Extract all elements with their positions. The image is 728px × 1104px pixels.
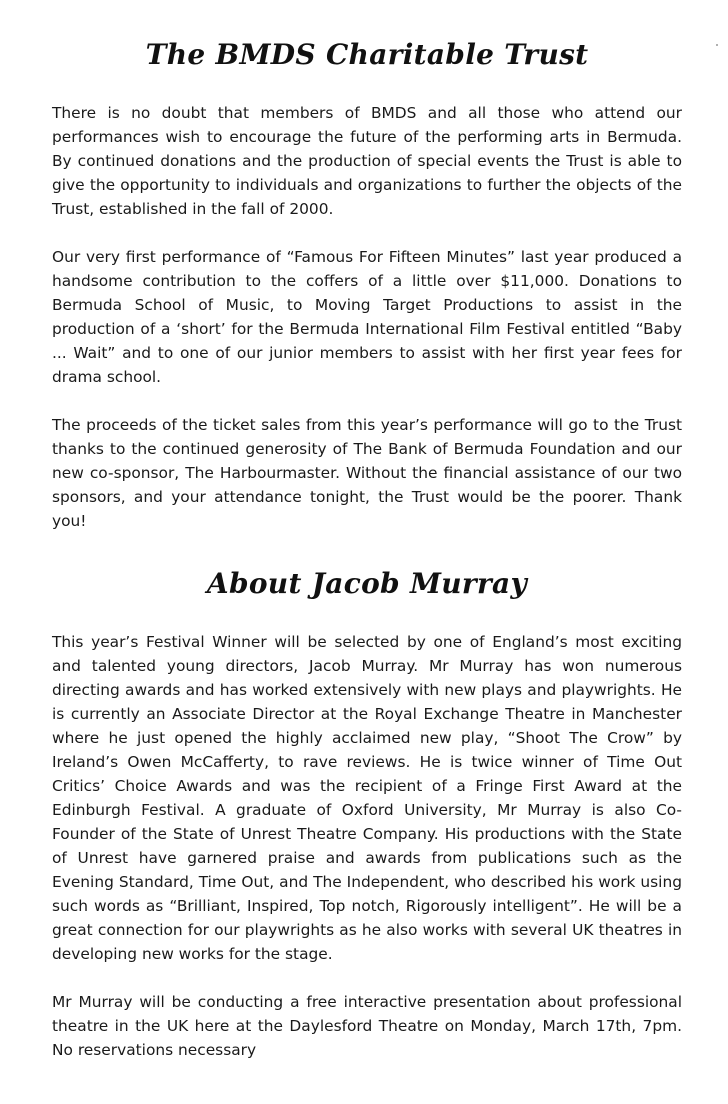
murray-paragraph-2: Mr Murray will be conducting a free interactive presentation about professional theatre in the UK here at the Daylesford Theatre on Monday, March 17th, 7pm. No reservations necessary: [52, 993, 682, 1059]
trust-paragraph-1: There is no doubt that members of BMDS and all those who attend our performances wish to encourage the future of the performing arts in Bermuda. By continued donations and the production of special events the Trust is able to give the opportunity to individuals and organizations to further the objects of the Trust, established in the fall of 2000.: [52, 104, 682, 218]
trust-heading: The BMDS Charitable Trust: [145, 38, 589, 71]
scan-speck: [716, 44, 718, 46]
trust-paragraph-2: Our very first performance of “Famous For Fifteen Minutes” last year produced a handsome contribution to the coffers of a little over $11,000. Donations to Bermuda School of Music, to Moving Target Productions to assist in the production of a ‘short’ for the Bermuda International Film Festival entitled “Baby ... Wait” and to one of our junior members to assist with her first year fees for drama school.: [52, 248, 682, 386]
murray-heading: About Jacob Murray: [206, 567, 528, 600]
trust-paragraph-3: The proceeds of the ticket sales from this year’s performance will go to the Trust thanks to the continued generosity of The Bank of Bermuda Foundation and our new co-sponsor, The Harbourmaster. Without the financial assistance of our two sponsors, and your attendance tonight, the Trust would be the poorer. Thank you!: [52, 416, 682, 530]
murray-paragraph-1: This year’s Festival Winner will be selected by one of England’s most exciting and talented young directors, Jacob Murray. Mr Murray has won numerous directing awards and has worked extensively with new plays and playwrights. He is currently an Associate Director at the Royal Exchange Theatre in Manchester where he just opened the highly acclaimed new play, “Shoot The Crow” by Ireland’s Owen McCafferty, to rave reviews. He is twice winner of Time Out Critics’ Choice Awards and was the recipient of a Fringe First Award at the Edinburgh Festival. A graduate of Oxford University, Mr Murray is also Co-Founder of the State of Unrest Theatre Company. His productions with the State of Unrest have garnered praise and awards from publications such as the Evening Standard, Time Out, and The Independent, who described his work using such words as “Brilliant, Inspired, Top notch, Rigorously intelligent”. He will be a great connection for our playwrights as he also works with several UK theatres in developing new works for the stage.: [52, 633, 682, 963]
